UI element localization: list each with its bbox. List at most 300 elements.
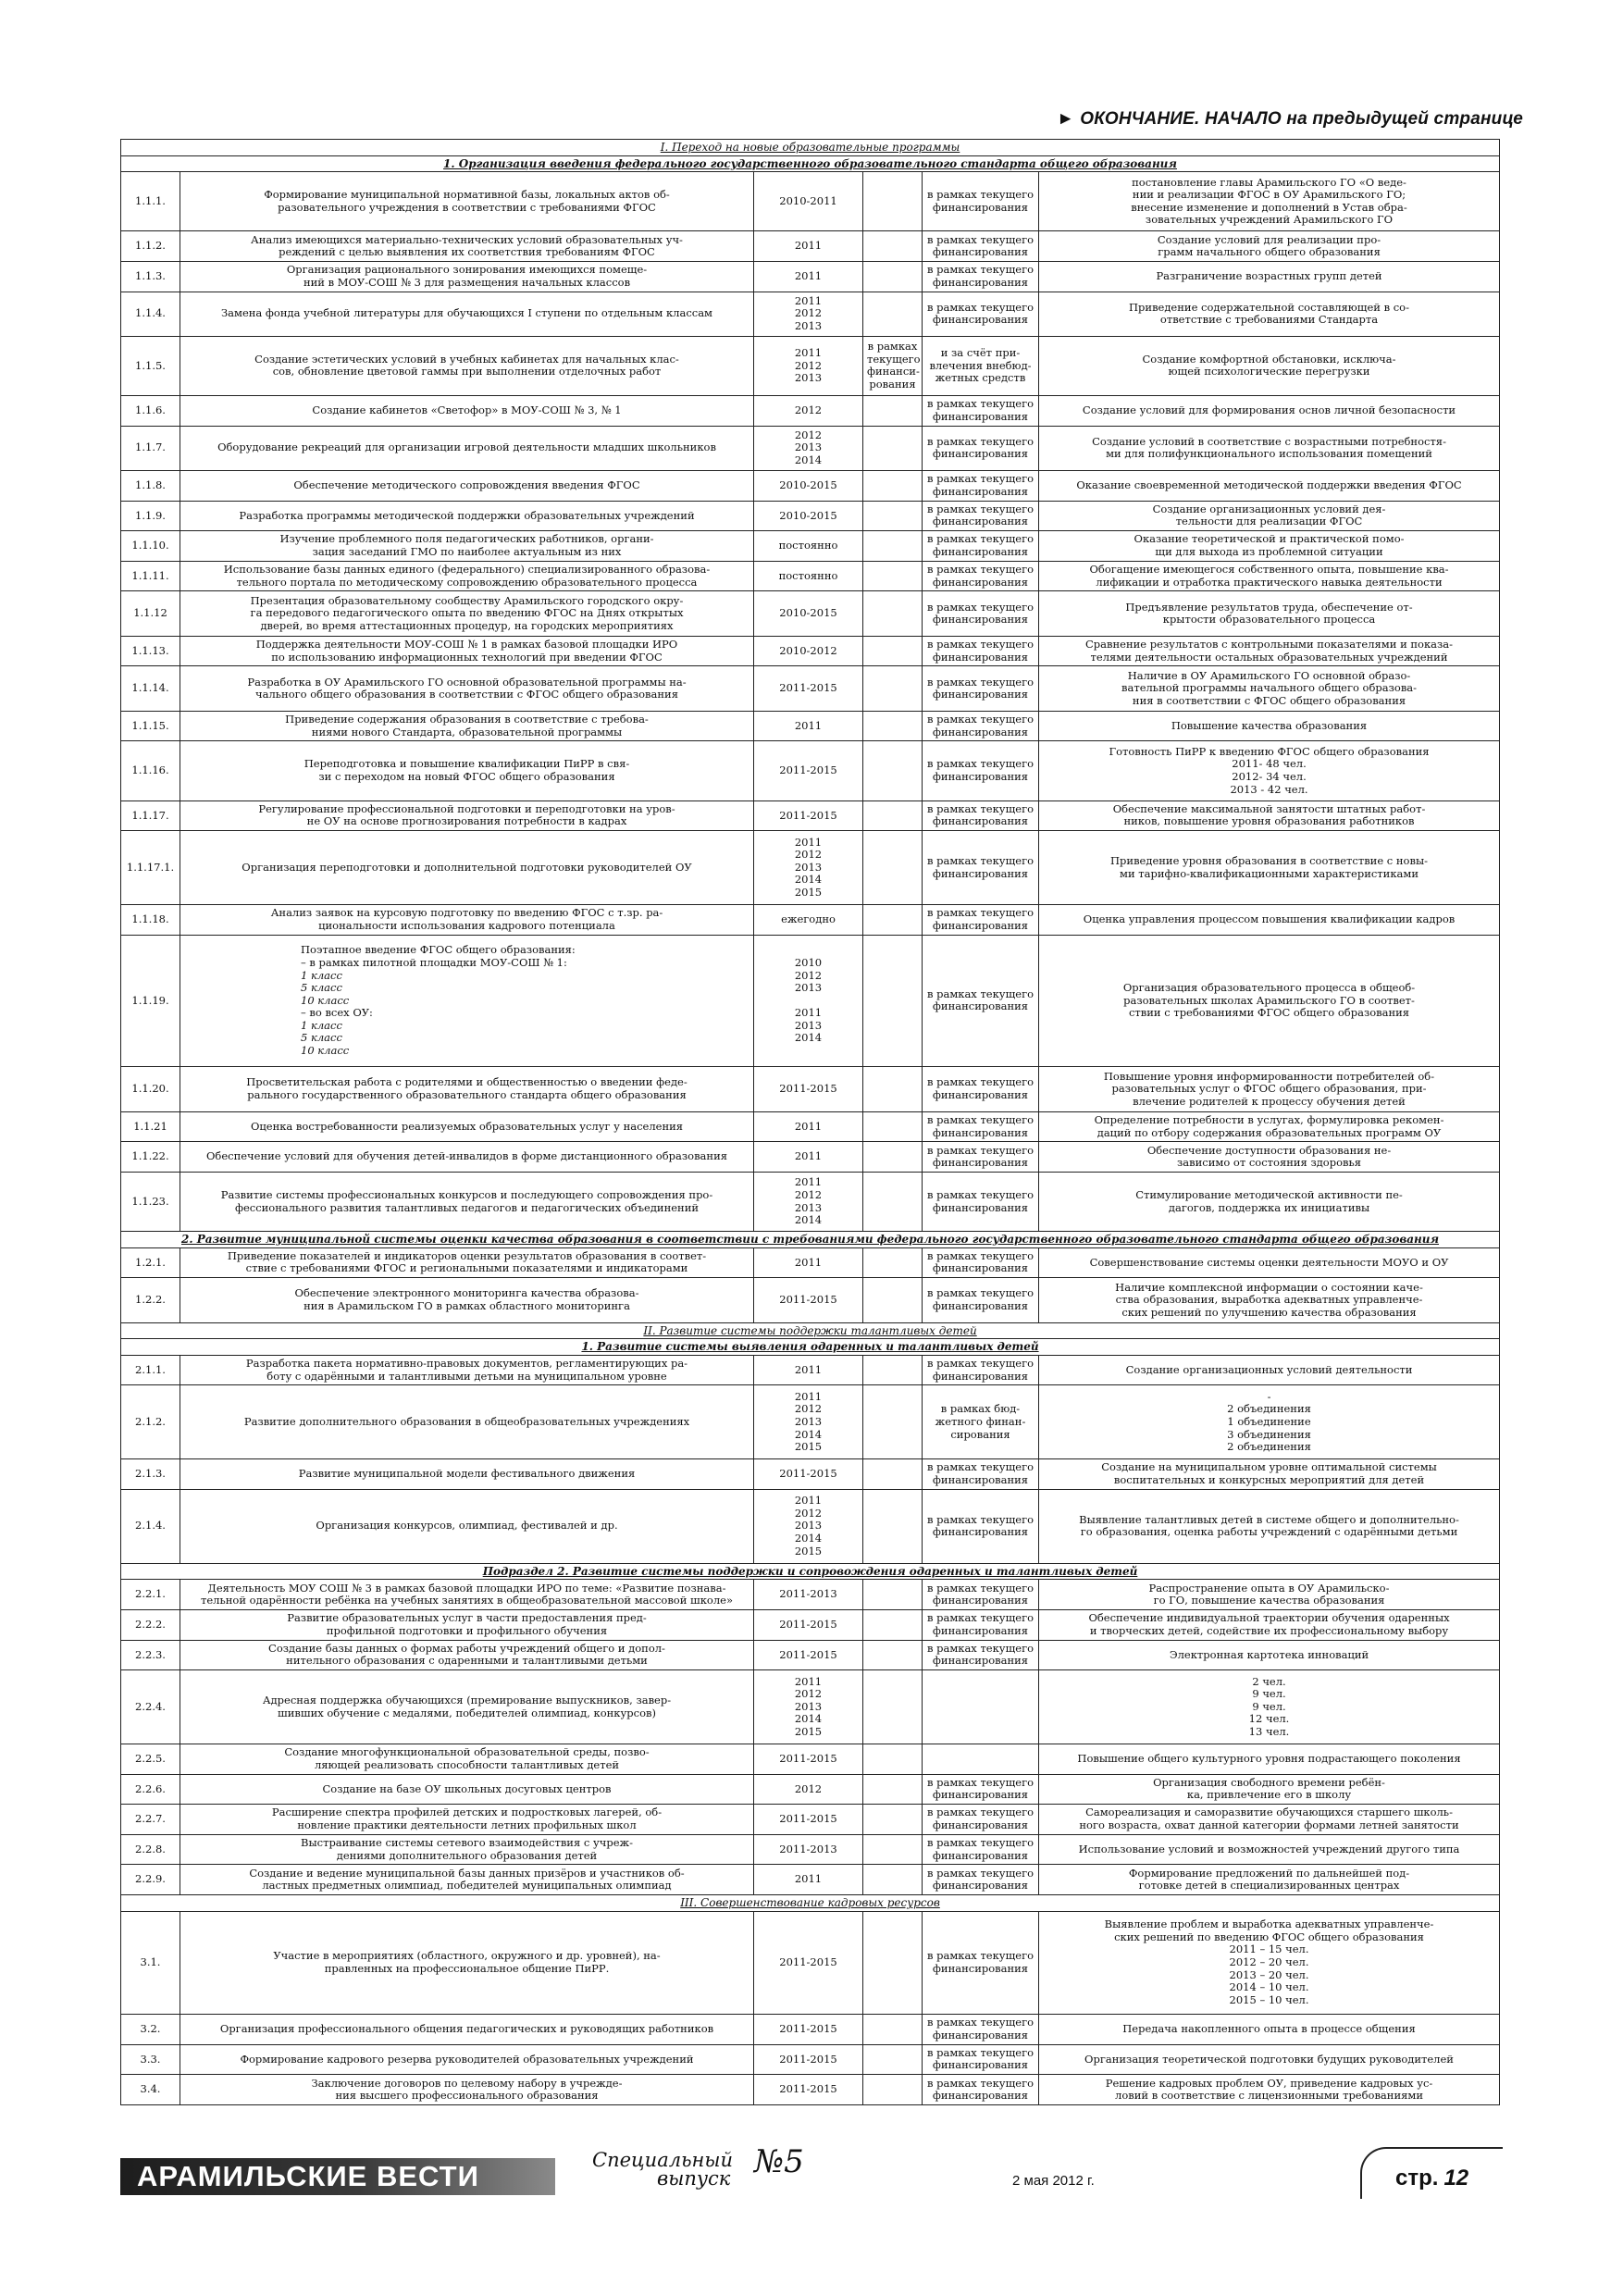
table-row	[121, 1067, 1500, 1111]
item-term: 2010-2012	[754, 636, 863, 666]
item-funding-b: в рамках текущего финансирования	[923, 1774, 1039, 1805]
item-term: 2011 2012 2013 2014 2015	[754, 1489, 863, 1563]
item-activity: Использование базы данных единого (федерального) специализированного образова- тельного портала по методическому сопровождению образовательного процесса	[180, 561, 754, 591]
item-term: 2011-2015	[754, 1609, 863, 1640]
item-number: 1.1.11.	[121, 561, 180, 591]
section-title: Подраздел 2. Развитие системы поддержки и сопровождения одаренных и талантливых детей	[121, 1563, 1500, 1580]
item-result: Использование условий и возможностей учреждений другого типа	[1039, 1834, 1500, 1865]
item-funding-a	[863, 470, 923, 501]
item-funding-b: в рамках текущего финансирования	[923, 561, 1039, 591]
item-funding-b: в рамках текущего финансирования	[923, 2075, 1039, 2105]
table-row	[121, 1111, 1500, 1142]
item-funding-b: в рамках текущего финансирования	[923, 1580, 1039, 1610]
item-result: Оценка управления процессом повышения квалификации кадров	[1039, 904, 1500, 935]
item-term: 2011-2015	[754, 2044, 863, 2075]
item-term: 2011	[754, 1111, 863, 1142]
item-funding-b: в рамках текущего финансирования	[923, 1142, 1039, 1173]
item-funding-a	[863, 1640, 923, 1670]
table-row	[121, 292, 1500, 336]
item-activity: Презентация образовательному сообществу Арамильского городского окру- га передового педагогического опыта по введению ФГОС на Днях открытых дверей, во время аттестационных процедур, на городских мероприятиях	[180, 591, 754, 636]
item-number: 1.1.12	[121, 591, 180, 636]
item-funding-b: в рамках текущего финансирования	[923, 1355, 1039, 1385]
item-term: 2012 2013 2014	[754, 426, 863, 470]
item-term: 2011	[754, 1142, 863, 1173]
item-result: Решение кадровых проблем ОУ, приведение кадровых ус- ловий в соответствие с лицензионными требованиями	[1039, 2075, 1500, 2105]
page-number: 12	[1443, 2166, 1469, 2191]
table-row	[121, 904, 1500, 935]
item-number: 2.2.6.	[121, 1774, 180, 1805]
list-intro: Поэтапное введение ФГОС общего образования: – в рамках пилотной площадки МОУ-СОШ № 1:	[301, 943, 576, 969]
item-term: 2011 2012 2013 2014 2015	[754, 1385, 863, 1459]
table-row	[121, 1385, 1500, 1459]
item-result: Создание условий в соответствие с возрастными потребностя- ми для полифункционального использования помещений	[1039, 426, 1500, 470]
item-number: 2.1.2.	[121, 1385, 180, 1459]
item-term: 2011 2012 2013	[754, 336, 863, 395]
item-result: Повышение общего культурного уровня подрастающего поколения	[1039, 1744, 1500, 1774]
item-funding-a	[863, 2044, 923, 2075]
item-funding-a	[863, 1774, 923, 1805]
item-funding-b: в рамках текущего финансирования	[923, 292, 1039, 336]
item-funding-a	[863, 1489, 923, 1563]
item-number: 2.2.2.	[121, 1609, 180, 1640]
item-term: 2011-2015	[754, 1911, 863, 2014]
table-row	[121, 261, 1500, 292]
item-activity: Приведение содержания образования в соответствие с требова- ниями нового Стандарта, образовательной программы	[180, 711, 754, 741]
item-result: Организация образовательного процесса в общеоб- разовательных школах Арамильского ГО в соответ- ствии с требованиями ФГОС общего образования	[1039, 935, 1500, 1067]
section-title: I. Переход на новые образовательные программы	[121, 140, 1500, 156]
item-activity: Обеспечение условий для обучения детей-инвалидов в форме дистанционного образования	[180, 1142, 754, 1173]
page-label: стр.	[1395, 2166, 1439, 2191]
item-activity: Организация рационального зонирования имеющихся помеще- ний в МОУ-СОШ № 3 для размещения начальных классов	[180, 261, 754, 292]
item-activity: Создание базы данных о формах работы учреждений общего и допол- нительного образования с одаренными и талантливыми детьми	[180, 1640, 754, 1670]
item-result: Предъявление результатов труда, обеспечение от- крытости образовательного процесса	[1039, 591, 1500, 636]
item-activity: Заключение договоров по целевому набору в учрежде- ния высшего профессионального образования	[180, 2075, 754, 2105]
item-number: 1.1.9.	[121, 501, 180, 531]
item-term: 2010-2015	[754, 470, 863, 501]
item-funding-a	[863, 292, 923, 336]
item-funding-b: в рамках текущего финансирования	[923, 231, 1039, 262]
item-funding-a	[863, 1580, 923, 1610]
item-term: 2011	[754, 1355, 863, 1385]
item-activity: Анализ имеющихся материально-технических условий образовательных уч- реждений с целью выявления их соответствия требованиям ФГОС	[180, 231, 754, 262]
item-term: 2010 2012 2013 2011 2013 2014	[754, 935, 863, 1067]
item-activity: Оценка востребованности реализуемых образовательных услуг у населения	[180, 1111, 754, 1142]
item-number: 1.1.14.	[121, 666, 180, 711]
item-funding-a	[863, 2014, 923, 2044]
item-number: 1.1.2.	[121, 231, 180, 262]
section-header-row	[121, 1563, 1500, 1580]
item-result: Электронная картотека инноваций	[1039, 1640, 1500, 1670]
item-funding-b: в рамках текущего финансирования	[923, 904, 1039, 935]
table-row	[121, 1774, 1500, 1805]
item-activity: Поддержка деятельности МОУ-СОШ № 1 в рамках базовой площадки ИРО по использованию информационных технологий при введении ФГОС	[180, 636, 754, 666]
item-number: 2.2.8.	[121, 1834, 180, 1865]
table-row	[121, 1355, 1500, 1385]
item-funding-b: в рамках текущего финансирования	[923, 1489, 1039, 1563]
arrow-right-icon: ►	[1057, 109, 1075, 129]
item-activity: Переподготовка и повышение квалификации ПиРР в свя- зи с переходом на новый ФГОС общего образования	[180, 741, 754, 800]
item-number: 1.1.16.	[121, 741, 180, 800]
item-number: 1.1.17.1.	[121, 831, 180, 905]
item-activity: Создание многофункциональной образовательной среды, позво- ляющей реализовать способности талантливых детей	[180, 1744, 754, 1774]
item-number: 2.2.4.	[121, 1670, 180, 1744]
table-row	[121, 1172, 1500, 1231]
item-funding-a	[863, 800, 923, 831]
item-term: 2011	[754, 711, 863, 741]
item-number: 1.1.4.	[121, 292, 180, 336]
item-term: постоянно	[754, 531, 863, 562]
item-funding-a	[863, 1609, 923, 1640]
program-table-body	[121, 140, 1500, 2105]
item-activity: Разработка пакета нормативно-правовых документов, регламентирующих ра- боту с одарёнными и талантливыми детьми на муниципальном уровне	[180, 1355, 754, 1385]
item-funding-a	[863, 741, 923, 800]
item-funding-a	[863, 172, 923, 231]
item-funding-b: в рамках текущего финансирования	[923, 2044, 1039, 2075]
item-result: Наличие комплексной информации о состоянии каче- ства образования, выработка адекватных управленче- ских решений по улучшению качества образования	[1039, 1278, 1500, 1322]
item-funding-b: и за счёт при- влечения внебюд- жетных средств	[923, 336, 1039, 395]
item-term: 2011 2012 2013 2014 2015	[754, 1670, 863, 1744]
item-term: 2011-2015	[754, 800, 863, 831]
item-funding-b: в рамках текущего финансирования	[923, 636, 1039, 666]
table-row	[121, 1247, 1500, 1278]
item-result: Повышение уровня информированности потребителей об- разовательных услуг о ФГОС общего образования, при- влечение родителей к процессу обучения детей	[1039, 1067, 1500, 1111]
item-funding-a	[863, 1111, 923, 1142]
item-activity: Разработка в ОУ Арамильского ГО основной образовательной программы на- чального общего образования в соответствии с ФГОС общего образования	[180, 666, 754, 711]
item-funding-a	[863, 426, 923, 470]
item-number: 1.1.1.	[121, 172, 180, 231]
item-result: Стимулирование методической активности пе- дагогов, поддержка их инициативы	[1039, 1172, 1500, 1231]
item-result: - 2 объединения 1 объединение 3 объединения 2 объединения	[1039, 1385, 1500, 1459]
item-result: Готовность ПиРР к введению ФГОС общего образования 2011- 48 чел. 2012- 34 чел. 2013 - 42 чел.	[1039, 741, 1500, 800]
item-result: Сравнение результатов с контрольными показателями и показа- телями деятельности остальных образовательных учреждений	[1039, 636, 1500, 666]
item-funding-b	[923, 1670, 1039, 1744]
table-row	[121, 831, 1500, 905]
item-number: 1.2.2.	[121, 1278, 180, 1322]
table-row	[121, 741, 1500, 800]
item-funding-b: в рамках текущего финансирования	[923, 591, 1039, 636]
section-title: 1. Развитие системы выявления одаренных и талантливых детей	[121, 1339, 1500, 1356]
table-row	[121, 501, 1500, 531]
item-result: Самореализация и саморазвитие обучающихся старшего школь- ного возраста, охват данной категории формами летней занятости	[1039, 1805, 1500, 1835]
table-row	[121, 231, 1500, 262]
program-table	[120, 139, 1500, 2105]
table-row	[121, 1744, 1500, 1774]
table-row	[121, 2044, 1500, 2075]
item-activity: Анализ заявок на курсовую подготовку по введению ФГОС с т.зр. ра- циональности использования кадрового потенциала	[180, 904, 754, 935]
item-funding-b: в рамках текущего финансирования	[923, 2014, 1039, 2044]
item-term: 2010-2015	[754, 501, 863, 531]
item-funding-b: в рамках текущего финансирования	[923, 711, 1039, 741]
item-term: ежегодно	[754, 904, 863, 935]
issue-date: 2 мая 2012 г.	[1012, 2173, 1095, 2189]
table-row	[121, 800, 1500, 831]
item-funding-a	[863, 935, 923, 1067]
item-funding-b: в рамках текущего финансирования	[923, 1640, 1039, 1670]
table-row	[121, 1865, 1500, 1895]
table-row	[121, 395, 1500, 426]
item-activity: Создание кабинетов «Светофор» в МОУ-СОШ № 3, № 1	[180, 395, 754, 426]
item-activity: Участие в мероприятиях (областного, окружного и др. уровней), на- правленных на профессиональное общение ПиРР.	[180, 1911, 754, 2014]
item-number: 1.1.17.	[121, 800, 180, 831]
table-row	[121, 1640, 1500, 1670]
item-result: Обогащение имеющегося собственного опыта, повышение ква- лификации и отработка практического навыка деятельности	[1039, 561, 1500, 591]
item-funding-b	[923, 1744, 1039, 1774]
item-term: 2011-2015	[754, 1067, 863, 1111]
item-funding-a	[863, 711, 923, 741]
item-funding-b: в рамках текущего финансирования	[923, 800, 1039, 831]
item-result: Выявление талантливых детей в системе общего и дополнительно- го образования, оценка работы учреждений с одарёнными детьми	[1039, 1489, 1500, 1563]
item-number: 1.1.3.	[121, 261, 180, 292]
item-term: 2011-2013	[754, 1580, 863, 1610]
table-row	[121, 1609, 1500, 1640]
item-funding-a	[863, 636, 923, 666]
item-funding-b: в рамках текущего финансирования	[923, 395, 1039, 426]
item-funding-b: в рамках текущего финансирования	[923, 426, 1039, 470]
item-number: 2.2.3.	[121, 1640, 180, 1670]
table-row	[121, 1278, 1500, 1322]
table-row	[121, 561, 1500, 591]
item-term: 2011-2015	[754, 1805, 863, 1835]
item-funding-a	[863, 1834, 923, 1865]
special-issue-label	[592, 2143, 804, 2190]
table-row	[121, 1142, 1500, 1173]
item-funding-a	[863, 666, 923, 711]
item-number: 2.2.7.	[121, 1805, 180, 1835]
item-number: 1.1.6.	[121, 395, 180, 426]
item-term: 2011-2015	[754, 2014, 863, 2044]
item-activity: Изучение проблемного поля педагогических работников, органи- зация заседаний ГМО по наиболее актуальным из них	[180, 531, 754, 562]
item-term: 2011-2015	[754, 1744, 863, 1774]
item-result: Повышение качества образования	[1039, 711, 1500, 741]
issue-number: №5	[754, 2143, 804, 2180]
item-funding-a: в рамках текущего финанси- рования	[863, 336, 923, 395]
table-row	[121, 1459, 1500, 1490]
item-funding-a	[863, 2075, 923, 2105]
newspaper-brand: АРАМИЛЬСКИЕ ВЕСТИ	[120, 2158, 555, 2195]
item-funding-a	[863, 1744, 923, 1774]
item-funding-a	[863, 1278, 923, 1322]
item-funding-a	[863, 1865, 923, 1895]
table-row	[121, 636, 1500, 666]
item-funding-a	[863, 1247, 923, 1278]
item-funding-b: в рамках текущего финансирования	[923, 831, 1039, 905]
page-number-box	[1360, 2147, 1503, 2199]
table-row	[121, 1805, 1500, 1835]
item-term: постоянно	[754, 561, 863, 591]
item-activity: Создание и ведение муниципальной базы данных призёров и участников об- ластных предметных олимпиад, победителей муниципальных олимпиад	[180, 1865, 754, 1895]
item-activity: Организация конкурсов, олимпиад, фестивалей и др.	[180, 1489, 754, 1563]
item-term: 2010-2011	[754, 172, 863, 231]
table-row	[121, 1834, 1500, 1865]
item-result: Организация теоретической подготовки будущих руководителей	[1039, 2044, 1500, 2075]
item-funding-a	[863, 531, 923, 562]
item-funding-b: в рамках текущего финансирования	[923, 501, 1039, 531]
table-row	[121, 470, 1500, 501]
item-result: Создание комфортной обстановки, исключа- ющей психологические перегрузки	[1039, 336, 1500, 395]
item-term: 2011-2015	[754, 1278, 863, 1322]
item-term: 2011	[754, 1247, 863, 1278]
item-result: Наличие в ОУ Арамильского ГО основной образо- вательной программы начального общего образова- ния в соответствии с ФГОС общего образования	[1039, 666, 1500, 711]
item-funding-b: в рамках текущего финансирования	[923, 261, 1039, 292]
table-row	[121, 1580, 1500, 1610]
item-number: 1.1.15.	[121, 711, 180, 741]
item-funding-a	[863, 831, 923, 905]
item-number: 2.1.4.	[121, 1489, 180, 1563]
item-activity: Просветительская работа с родителями и общественностью о введении феде- рального государственного образовательного стандарта общего образования	[180, 1067, 754, 1111]
program-table-wrapper	[120, 139, 1499, 2105]
item-result: постановление главы Арамильского ГО «О веде- нии и реализации ФГОС в ОУ Арамильского ГО; внесение изменение и дополнений в Устав обра- зовательных учреждений Арамильского ГО	[1039, 172, 1500, 231]
item-activity: Обеспечение методического сопровождения введения ФГОС	[180, 470, 754, 501]
table-row	[121, 935, 1500, 1067]
item-result: Обеспечение индивидуальной траектории обучения одаренных и творческих детей, содействие их профессиональному выбору	[1039, 1609, 1500, 1640]
section-title: 1. Организация введения федерального государственного образовательного стандарта общего образования	[121, 155, 1500, 172]
item-result: Оказание своевременной методической поддержки введения ФГОС	[1039, 470, 1500, 501]
item-number: 3.3.	[121, 2044, 180, 2075]
item-funding-a	[863, 1805, 923, 1835]
item-number: 1.2.1.	[121, 1247, 180, 1278]
item-result: Распространение опыта в ОУ Арамильско- го ГО, повышение качества образования	[1039, 1580, 1500, 1610]
item-result: Создание организационных условий деятельности	[1039, 1355, 1500, 1385]
item-activity: Создание на базе ОУ школьных досуговых центров	[180, 1774, 754, 1805]
item-funding-b: в рамках текущего финансирования	[923, 1911, 1039, 2014]
item-result: Оказание теоретической и практической помо- щи для выхода из проблемной ситуации	[1039, 531, 1500, 562]
item-activity: Деятельность МОУ СОШ № 3 в рамках базовой площадки ИРО по теме: «Развитие познава- тельной одарённости ребёнка на учебных занятиях в общеобразовательной массовой школе»	[180, 1580, 754, 1610]
item-funding-a	[863, 1355, 923, 1385]
item-funding-a	[863, 1459, 923, 1490]
item-term: 2011	[754, 231, 863, 262]
item-term: 2011-2015	[754, 1459, 863, 1490]
item-result: Создание условий для формирования основ личной безопасности	[1039, 395, 1500, 426]
item-activity: Расширение спектра профилей детских и подростковых лагерей, об- новление практики деятельности летних профильных школ	[180, 1805, 754, 1835]
issue-line-2: выпуск	[657, 2167, 731, 2190]
page-footer	[120, 2143, 1503, 2203]
section-title: II. Развитие системы поддержки талантливых детей	[121, 1322, 1500, 1339]
item-result: Определение потребности в услугах, формулировка рекомен- даций по отбору содержания образовательных программ ОУ	[1039, 1111, 1500, 1142]
section-header-row	[121, 1322, 1500, 1339]
table-row	[121, 711, 1500, 741]
section-title: III. Совершенствование кадровых ресурсов	[121, 1895, 1500, 1912]
item-activity	[180, 935, 754, 1067]
item-funding-b: в рамках текущего финансирования	[923, 1111, 1039, 1142]
table-row	[121, 1911, 1500, 2014]
item-activity: Замена фонда учебной литературы для обучающихся I ступени по отдельным классам	[180, 292, 754, 336]
item-funding-b: в рамках текущего финансирования	[923, 1609, 1039, 1640]
item-funding-b: в рамках текущего финансирования	[923, 1278, 1039, 1322]
item-term: 2011-2015	[754, 741, 863, 800]
item-funding-a	[863, 904, 923, 935]
item-activity: Создание эстетических условий в учебных кабинетах для начальных клас- сов, обновление цветовой гаммы при выполнении отделочных работ	[180, 336, 754, 395]
section-header-row	[121, 1339, 1500, 1356]
item-funding-b: в рамках текущего финансирования	[923, 935, 1039, 1067]
item-number: 1.1.13.	[121, 636, 180, 666]
item-funding-a	[863, 501, 923, 531]
item-term: 2011 2012 2013 2014	[754, 1172, 863, 1231]
item-funding-a	[863, 231, 923, 262]
item-number: 1.1.18.	[121, 904, 180, 935]
item-result: Создание условий для реализации про- грамм начального общего образования	[1039, 231, 1500, 262]
item-activity: Адресная поддержка обучающихся (премирование выпускников, завер- шивших обучение с медалями, победителей олимпиад, конкурсов)	[180, 1670, 754, 1744]
item-term: 2010-2015	[754, 591, 863, 636]
item-funding-b: в рамках текущего финансирования	[923, 1834, 1039, 1865]
item-result: Разграничение возрастных групп детей	[1039, 261, 1500, 292]
item-result: Создание на муниципальном уровне оптимальной системы воспитательных и конкурсных мероприятий для детей	[1039, 1459, 1500, 1490]
item-number: 2.1.3.	[121, 1459, 180, 1490]
item-result: Обеспечение максимальной занятости штатных работ- ников, повышение уровня образования работников	[1039, 800, 1500, 831]
item-number: 1.1.7.	[121, 426, 180, 470]
item-result: Формирование предложений по дальнейшей под- готовке детей в специализированных центрах	[1039, 1865, 1500, 1895]
item-number: 1.1.8.	[121, 470, 180, 501]
item-number: 2.2.5.	[121, 1744, 180, 1774]
item-term: 2011	[754, 1865, 863, 1895]
item-funding-a	[863, 261, 923, 292]
item-term: 2012	[754, 1774, 863, 1805]
item-number: 2.1.1.	[121, 1355, 180, 1385]
item-term: 2011-2015	[754, 1640, 863, 1670]
item-term: 2011 2012 2013 2014 2015	[754, 831, 863, 905]
item-activity: Развитие дополнительного образования в общеобразовательных учреждениях	[180, 1385, 754, 1459]
item-funding-a	[863, 591, 923, 636]
item-activity: Обеспечение электронного мониторинга качества образова- ния в Арамильском ГО в рамках областного мониторинга	[180, 1278, 754, 1322]
item-number: 1.1.23.	[121, 1172, 180, 1231]
item-funding-a	[863, 1172, 923, 1231]
item-activity: Развитие муниципальной модели фестивального движения	[180, 1459, 754, 1490]
item-activity: Развитие системы профессиональных конкурсов и последующего сопровождения про- фессионального развития талантливых педагогов и педагогических объединений	[180, 1172, 754, 1231]
table-row	[121, 2075, 1500, 2105]
continuation-rest: на предыдущей странице	[1281, 109, 1523, 129]
item-activity: Оборудование рекреаций для организации игровой деятельности младших школьников	[180, 426, 754, 470]
item-activity: Выстраивание системы сетевого взаимодействия с учреж- дениями дополнительного образования детей	[180, 1834, 754, 1865]
item-funding-a	[863, 1385, 923, 1459]
table-row	[121, 591, 1500, 636]
item-result: Создание организационных условий дея- тельности для реализации ФГОС	[1039, 501, 1500, 531]
item-result: 2 чел. 9 чел. 9 чел. 12 чел. 13 чел.	[1039, 1670, 1500, 1744]
table-row	[121, 2014, 1500, 2044]
item-number: 3.4.	[121, 2075, 180, 2105]
item-funding-a	[863, 561, 923, 591]
item-activity: Организация профессионального общения педагогических и руководящих работников	[180, 2014, 754, 2044]
item-funding-b: в рамках текущего финансирования	[923, 1067, 1039, 1111]
item-funding-b: в рамках текущего финансирования	[923, 531, 1039, 562]
item-funding-b: в рамках текущего финансирования	[923, 666, 1039, 711]
item-funding-a	[863, 395, 923, 426]
item-term: 2011-2015	[754, 2075, 863, 2105]
item-funding-b: в рамках текущего финансирования	[923, 1247, 1039, 1278]
issue-line-1: Специальный	[592, 2149, 733, 2171]
item-term: 2012	[754, 395, 863, 426]
item-result: Обеспечение доступности образования не- зависимо от состояния здоровья	[1039, 1142, 1500, 1173]
table-row	[121, 172, 1500, 231]
item-funding-b: в рамках текущего финансирования	[923, 741, 1039, 800]
item-activity: Формирование муниципальной нормативной базы, локальных актов об- разовательного учреждения в соответствии с требованиями ФГОС	[180, 172, 754, 231]
item-term: 2011	[754, 261, 863, 292]
item-funding-b: в рамках текущего финансирования	[923, 172, 1039, 231]
section-header-row	[121, 1232, 1500, 1248]
item-funding-a	[863, 1067, 923, 1111]
continuation-note	[1057, 109, 1523, 130]
item-funding-b: в рамках текущего финансирования	[923, 1865, 1039, 1895]
item-activity: Развитие образовательных услуг в части предоставления пред- профильной подготовки и профильного обучения	[180, 1609, 754, 1640]
item-activity: Приведение показателей и индикаторов оценки результатов образования в соответ- ствие с требованиями ФГОС и региональными показателями и индикаторами	[180, 1247, 754, 1278]
item-funding-b: в рамках текущего финансирования	[923, 1805, 1039, 1835]
item-activity: Разработка программы методической поддержки образовательных учреждений	[180, 501, 754, 531]
item-number: 1.1.10.	[121, 531, 180, 562]
item-funding-a	[863, 1142, 923, 1173]
item-funding-b: в рамках текущего финансирования	[923, 470, 1039, 501]
item-number: 1.1.19.	[121, 935, 180, 1067]
list-mid: – во всех ОУ:	[301, 1006, 373, 1020]
section-header-row	[121, 140, 1500, 156]
item-number: 2.2.1.	[121, 1580, 180, 1610]
